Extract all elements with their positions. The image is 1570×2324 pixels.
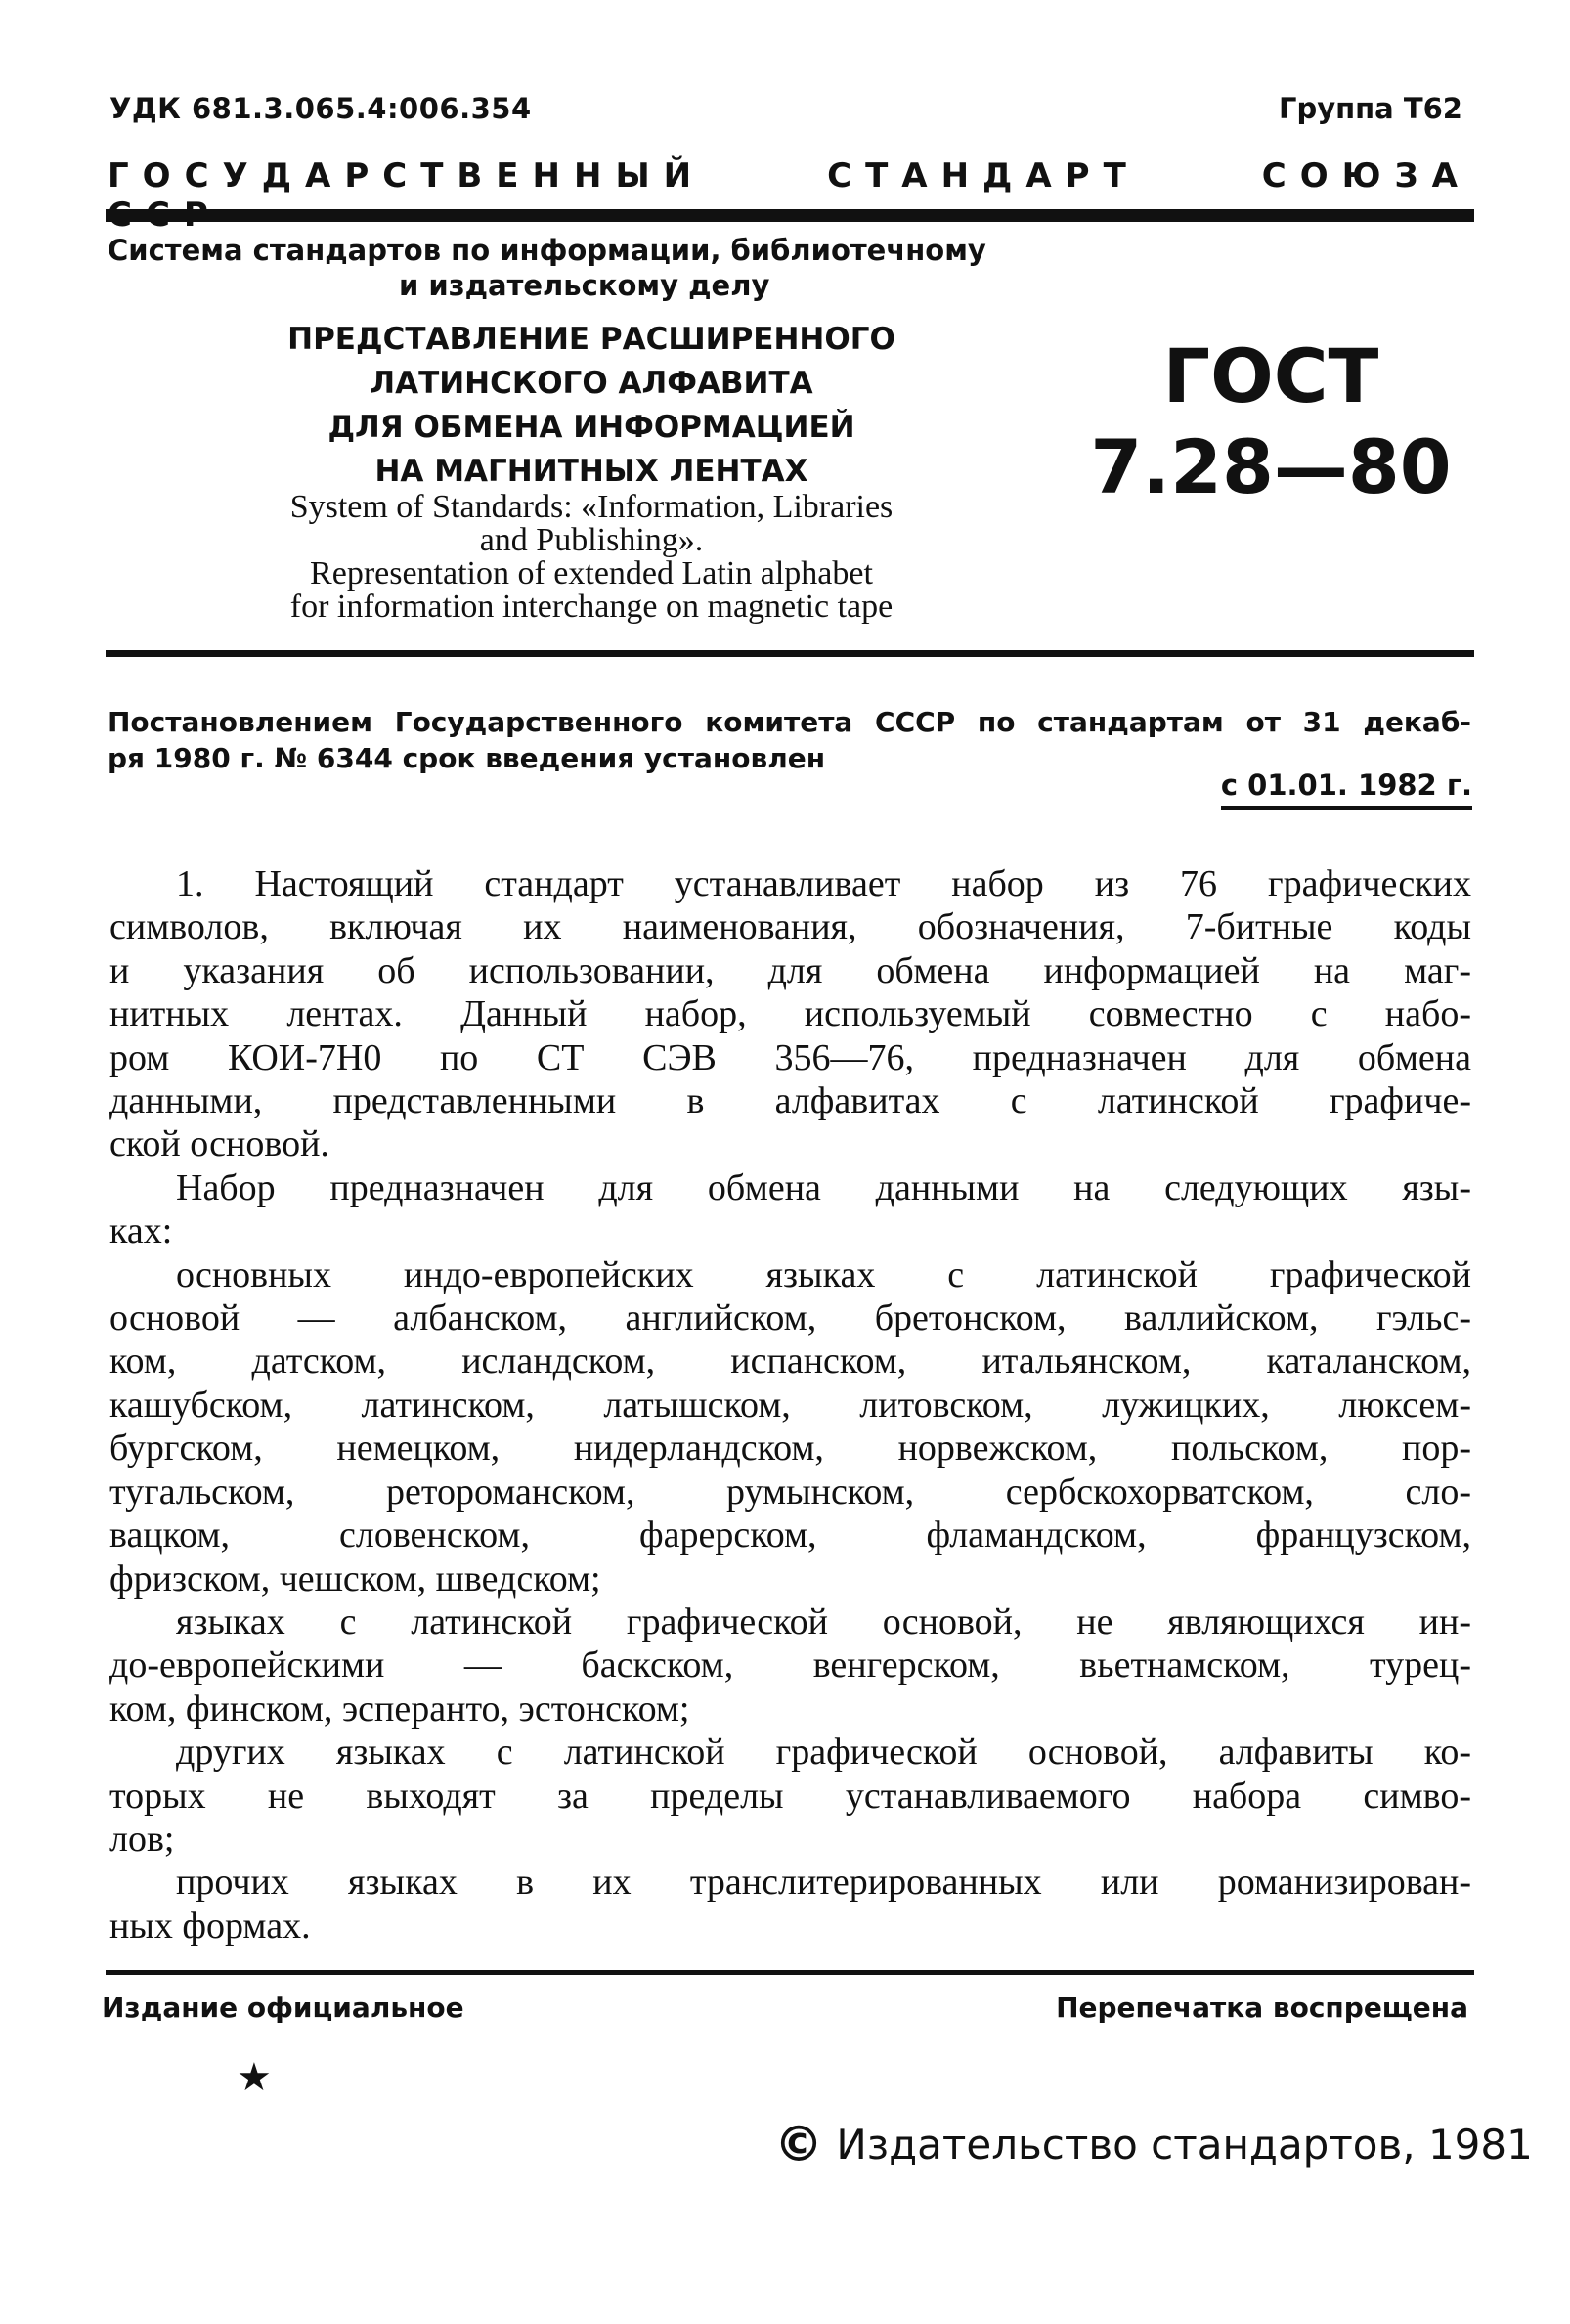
body-line: данными, представленными в алфавитах с латинской графиче- [109,1080,1471,1122]
title-en-line: System of Standards: «Information, Libraries [289,489,894,525]
body-line: торых не выходят за пределы устанавливаемого набора симво- [109,1775,1471,1817]
group-code: Группа Т62 [1278,92,1462,125]
system-of-standards [108,233,1085,303]
title-english [156,491,1026,624]
body-line: других языках с латинской графической основой, алфавиты ко- [176,1732,1471,1774]
body-text [109,862,1471,1948]
decree-text [108,704,1471,776]
decree-line: Постановлением Государственного комитета СССР по стандартам от 31 декаб- [108,706,1471,738]
body-line: тугальском, ретороманском, румынском, сербскохорватском, сло- [109,1470,1471,1513]
body-line: и указания об использовании, для обмена информацией на маг- [109,949,1471,991]
footer-rule [106,1970,1474,1975]
body-line: основных индо-европейских языках с латинской графической [176,1253,1471,1295]
reprint-prohibited: Перепечатка воспрещена [1056,1992,1468,2024]
body-line: фризском, чешском, шведском; [109,1557,601,1600]
copyright-line [774,2116,1533,2172]
title-en-line: Representation of extended Latin alphabet [310,555,873,592]
body-line: прочих языках в их транслитерированных или романизирован- [176,1862,1471,1904]
body-line: вацком, словенском, фарерском, фламандском, французском, [109,1514,1471,1557]
body-line: Набор предназначен для обмена данными на следующих язы- [176,1166,1471,1208]
state-standard-heading: ГОСУДАРСТВЕННЫЙ СТАНДАРТ СОЮЗА [108,156,1471,196]
body-line: ных формах. [109,1905,311,1947]
body-line: нитных лентах. Данный набор, используемый совместно с набо- [109,993,1471,1035]
body-line: символов, включая их наименования, обозначения, 7-битные коды [109,906,1471,948]
body-line: бургском, немецком, нидерландском, норвежском, польском, пор- [109,1427,1471,1469]
system-line: Система стандартов по информации, библиотечному [108,234,986,267]
gost-number: 7.28—80 [1090,423,1452,510]
body-line: ком, датском, исландском, испанском, итальянском, каталанском, [109,1340,1471,1382]
title-en-line: for information interchange on magnetic tape [289,589,894,625]
body-line: ком, финском, эсперанто, эстонском; [109,1688,690,1730]
official-edition: Издание официальное [102,1992,464,2024]
body-line: ках: [109,1210,173,1252]
title-en-line: and Publishing». [479,522,704,558]
body-line: до-европейскими — баскском, венгерском, вьетнамском, турец- [109,1644,1471,1687]
body-line: лов; [109,1818,175,1860]
effective-date: с 01.01. 1982 г. [1221,768,1472,810]
system-line: и издательскому делу [399,269,770,302]
title-russian [196,318,987,494]
title-ru-line: НА МАГНИТНЫХ ЛЕНТАХ [374,454,808,489]
body-line: основой — албанском, английском, бретонском, валлийском, гэльс- [109,1297,1471,1339]
title-ru-line: ДЛЯ ОБМЕНА ИНФОРМАЦИЕЙ [327,410,855,445]
copyright-icon: © [774,2116,823,2172]
title-ru-line: ЛАТИНСКОГО АЛФАВИТА [370,366,813,401]
gost-label: ГОСТ [1162,332,1379,419]
body-line: ской основой. [109,1123,329,1165]
body-line: 1. Настоящий стандарт устанавливает набор из 76 графических [176,863,1471,904]
header-rule [106,209,1474,222]
body-line: кашубском, латинском, латышском, литовском, лужицких, люксем- [109,1383,1471,1425]
publisher: Издательство стандартов, 1981 [836,2121,1533,2169]
decree-line: ря 1980 г. № 6344 срок введения установлен [108,742,826,774]
title-ru-line: ПРЕДСТАВЛЕНИЕ РАСШИРЕННОГО [287,322,895,357]
star-icon: ★ [237,2055,272,2100]
title-rule [106,650,1474,657]
body-line: языках с латинской графической основой, не являющихся ин- [176,1600,1471,1643]
udk-code: УДК 681.3.065.4:006.354 [109,92,532,125]
body-line: ром КОИ-7Н0 по СТ СЭВ 356—76, предназначен для обмена [109,1036,1471,1078]
